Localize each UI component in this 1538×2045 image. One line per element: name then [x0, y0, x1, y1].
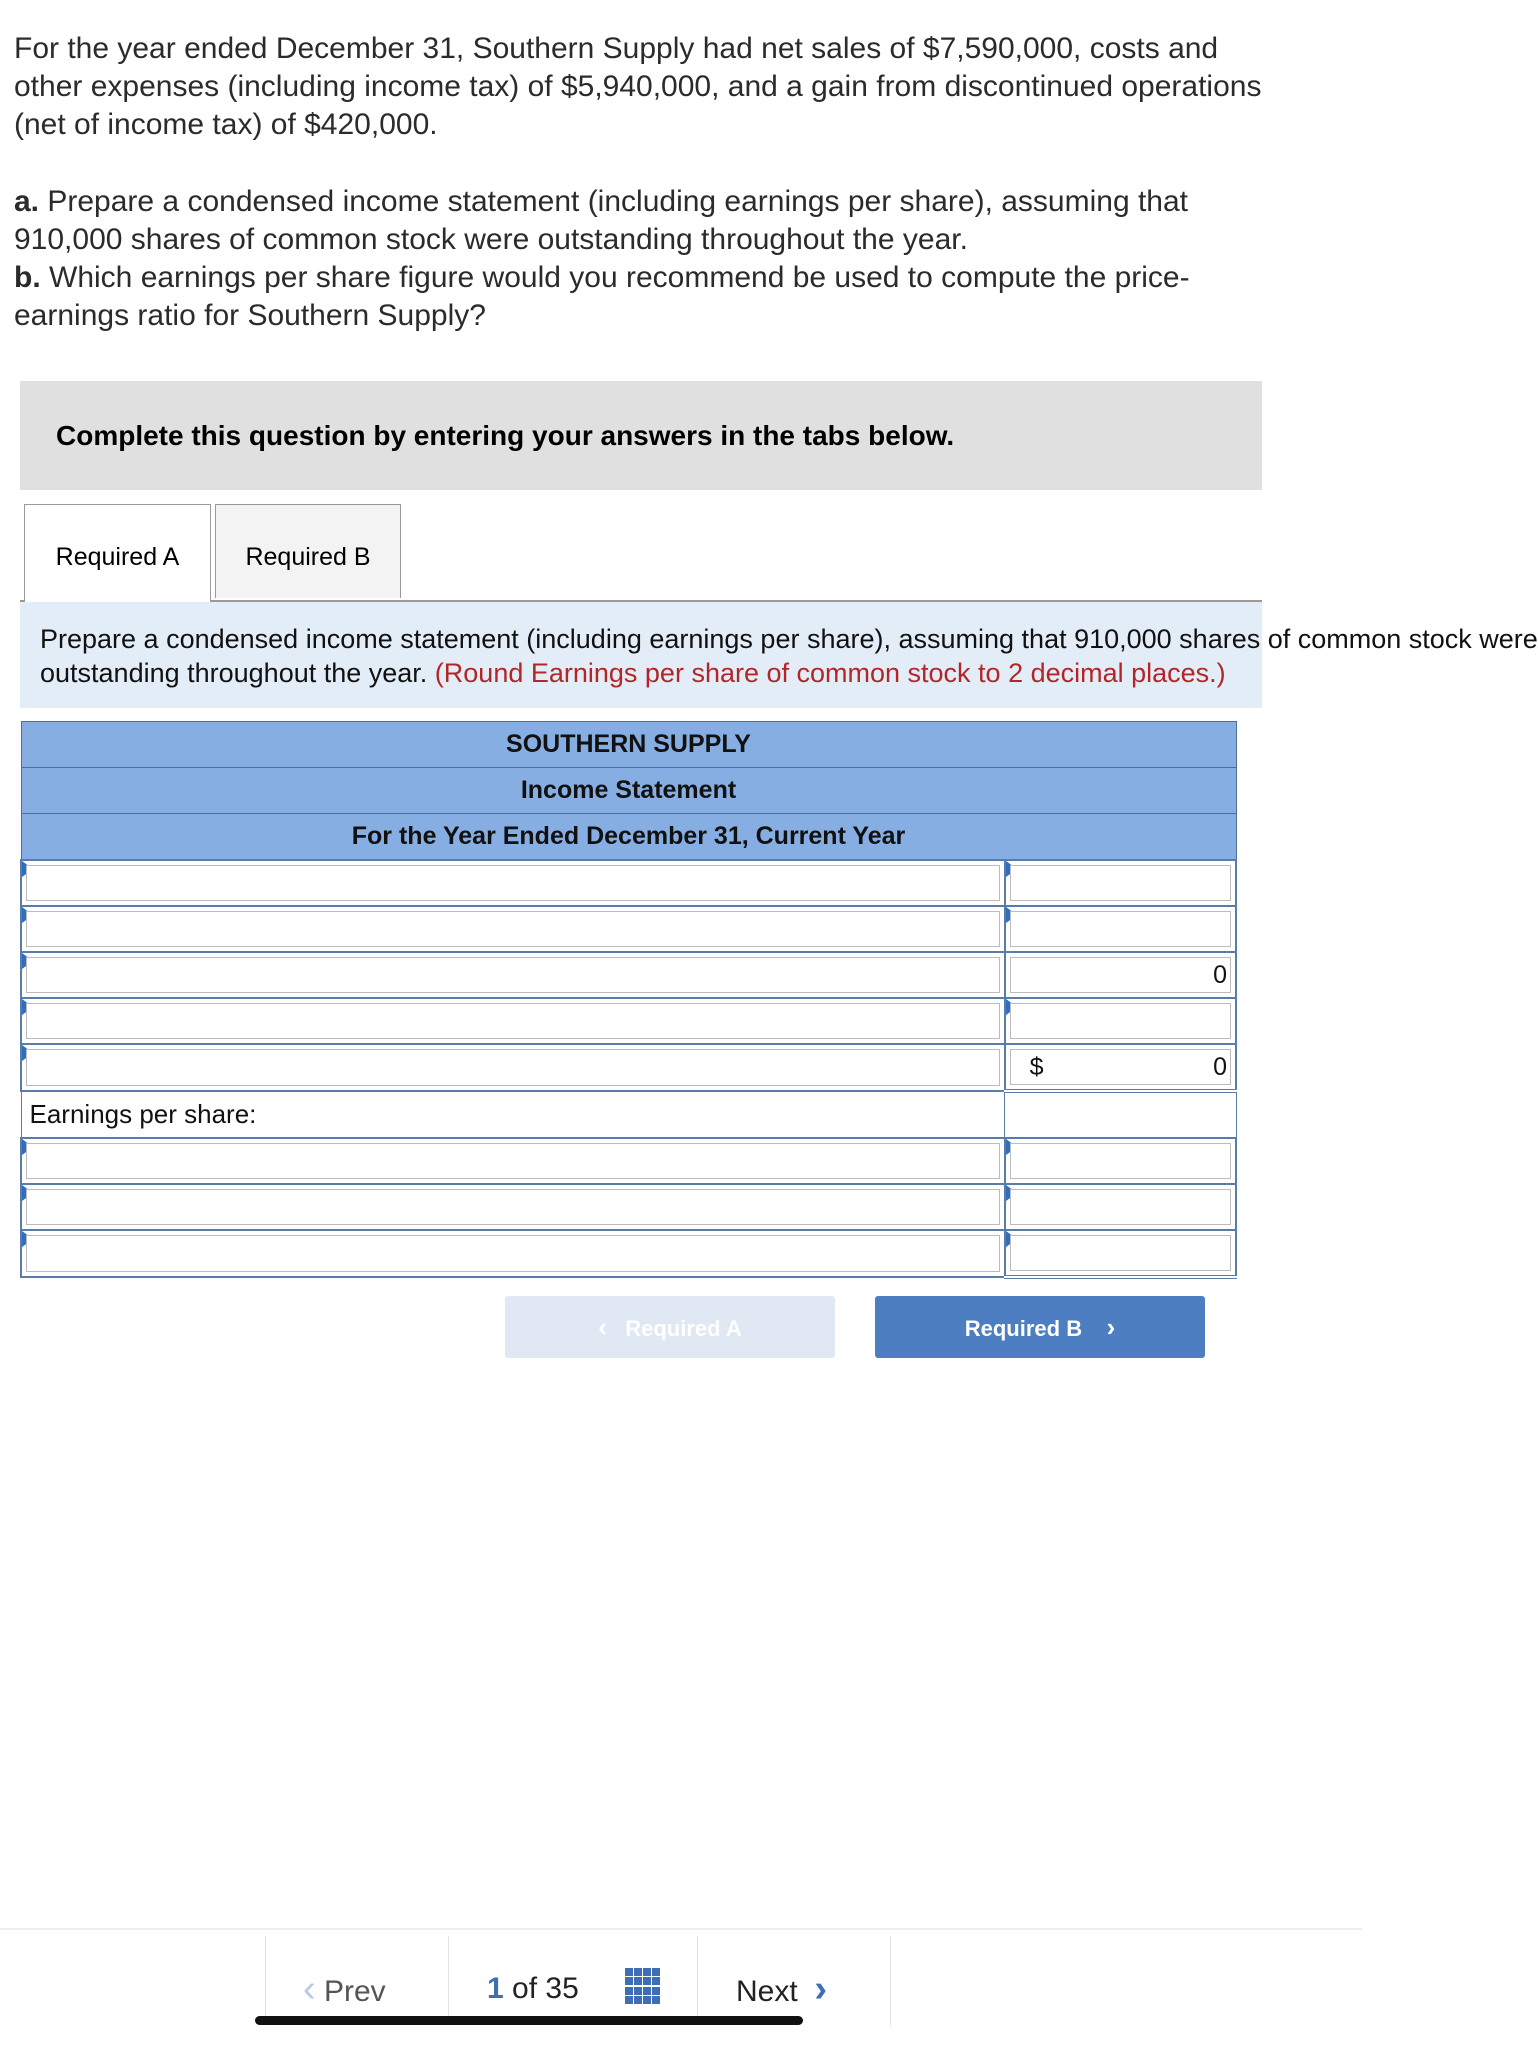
- eps-row: [21, 1184, 1236, 1230]
- eps-row: [21, 1230, 1236, 1277]
- question-parts: [14, 183, 1274, 335]
- rounding-note: (Round Earnings per share of common stock to 2 decimal places.): [434, 658, 1226, 688]
- statement-period: For the Year Ended December 31, Current Year: [21, 814, 1236, 861]
- part-b: [14, 259, 1274, 335]
- net-income-amount: [1005, 1044, 1236, 1091]
- tab-required-a[interactable]: Required A: [24, 504, 211, 602]
- chevron-left-icon: ‹: [598, 1312, 607, 1342]
- eps-amount-input[interactable]: [1005, 1230, 1236, 1277]
- row-label-dropdown[interactable]: [21, 1044, 1005, 1091]
- statement-row: [21, 1044, 1236, 1091]
- statement-row: [21, 998, 1236, 1044]
- instructions-banner: [20, 381, 1262, 490]
- question-grid-icon[interactable]: [625, 1968, 661, 2004]
- question-pager: [265, 1936, 890, 2025]
- amount-input[interactable]: [1005, 906, 1236, 952]
- eps-amount-input[interactable]: [1005, 1138, 1236, 1184]
- row-label-dropdown[interactable]: [21, 906, 1005, 952]
- part-b-label: b.: [14, 261, 41, 294]
- amount-input[interactable]: [1005, 998, 1236, 1044]
- eps-amount-input[interactable]: [1005, 1184, 1236, 1230]
- chevron-right-icon: ›: [814, 1968, 828, 2010]
- instructions-line-1: Prepare a condensed income statement (including earnings per share), assuming that 910,000 shares of common stock were: [40, 624, 1538, 654]
- eps-label: Earnings per share:: [29, 1099, 257, 1129]
- computed-value: 0: [1213, 961, 1227, 989]
- eps-header-row: [21, 1091, 1236, 1138]
- instructions-line-2: outstanding throughout the year.: [40, 658, 435, 688]
- question-intro-text: For the year ended December 31, Southern Supply had net sales of $7,590,000, costs and other expenses (including income tax) of $5,940,000, and a gain from discontinued operations (net of income tax) of $420,000.: [14, 32, 1262, 141]
- statement-row: [21, 906, 1236, 952]
- statement-company: SOUTHERN SUPPLY: [21, 722, 1236, 768]
- question-counter: [487, 1936, 579, 2025]
- next-required-button[interactable]: [875, 1296, 1205, 1358]
- eps-label-dropdown[interactable]: [21, 1138, 1005, 1184]
- statement-title: Income Statement: [21, 768, 1236, 814]
- income-statement-table: [20, 721, 1237, 1279]
- next-label: Next: [736, 1975, 798, 2008]
- question-intro: [14, 30, 1274, 144]
- home-indicator: [255, 2016, 803, 2025]
- tab-required-b[interactable]: Required B: [215, 504, 401, 598]
- current-question: 1: [487, 1972, 504, 2005]
- dollar-sign: $: [1029, 1053, 1044, 1081]
- eps-label-dropdown[interactable]: [21, 1184, 1005, 1230]
- statement-row: [21, 860, 1236, 906]
- prev-required-label: Required A: [625, 1316, 742, 1341]
- chevron-right-icon: ›: [1106, 1312, 1116, 1342]
- part-a-text: Prepare a condensed income statement (including earnings per share), assuming that 910,000 shares of common stock were outstanding throughout the year.: [14, 185, 1189, 256]
- chevron-left-icon: ‹: [303, 1968, 316, 2010]
- banner-text: Complete this question by entering your answers in the tabs below.: [56, 420, 955, 451]
- instructions-text: [40, 622, 1538, 690]
- part-a-label: a.: [14, 185, 40, 218]
- eps-row: [21, 1138, 1236, 1184]
- next-question-button[interactable]: [736, 1936, 827, 2025]
- tab-instructions: [20, 602, 1538, 708]
- row-label-dropdown[interactable]: [21, 860, 1005, 906]
- amount-input[interactable]: [1005, 860, 1236, 906]
- prev-label: Prev: [324, 1975, 386, 2008]
- computed-amount: [1005, 952, 1236, 998]
- statement-row: [21, 952, 1236, 998]
- prev-required-button[interactable]: [505, 1296, 835, 1358]
- eps-label-dropdown[interactable]: [21, 1230, 1005, 1277]
- next-required-label: Required B: [964, 1316, 1083, 1341]
- net-income-value: 0: [1213, 1053, 1227, 1081]
- tab-bar: [20, 504, 1262, 602]
- footer-divider: [0, 1928, 1362, 1930]
- prev-question-button[interactable]: [303, 1936, 386, 2025]
- row-label-dropdown[interactable]: [21, 952, 1005, 998]
- part-b-text: Which earnings per share figure would you recommend be used to compute the price-earnings ratio for Southern Supply?: [14, 261, 1190, 332]
- row-label-dropdown[interactable]: [21, 998, 1005, 1044]
- total-questions: of 35: [512, 1972, 579, 2005]
- part-a: [14, 183, 1274, 259]
